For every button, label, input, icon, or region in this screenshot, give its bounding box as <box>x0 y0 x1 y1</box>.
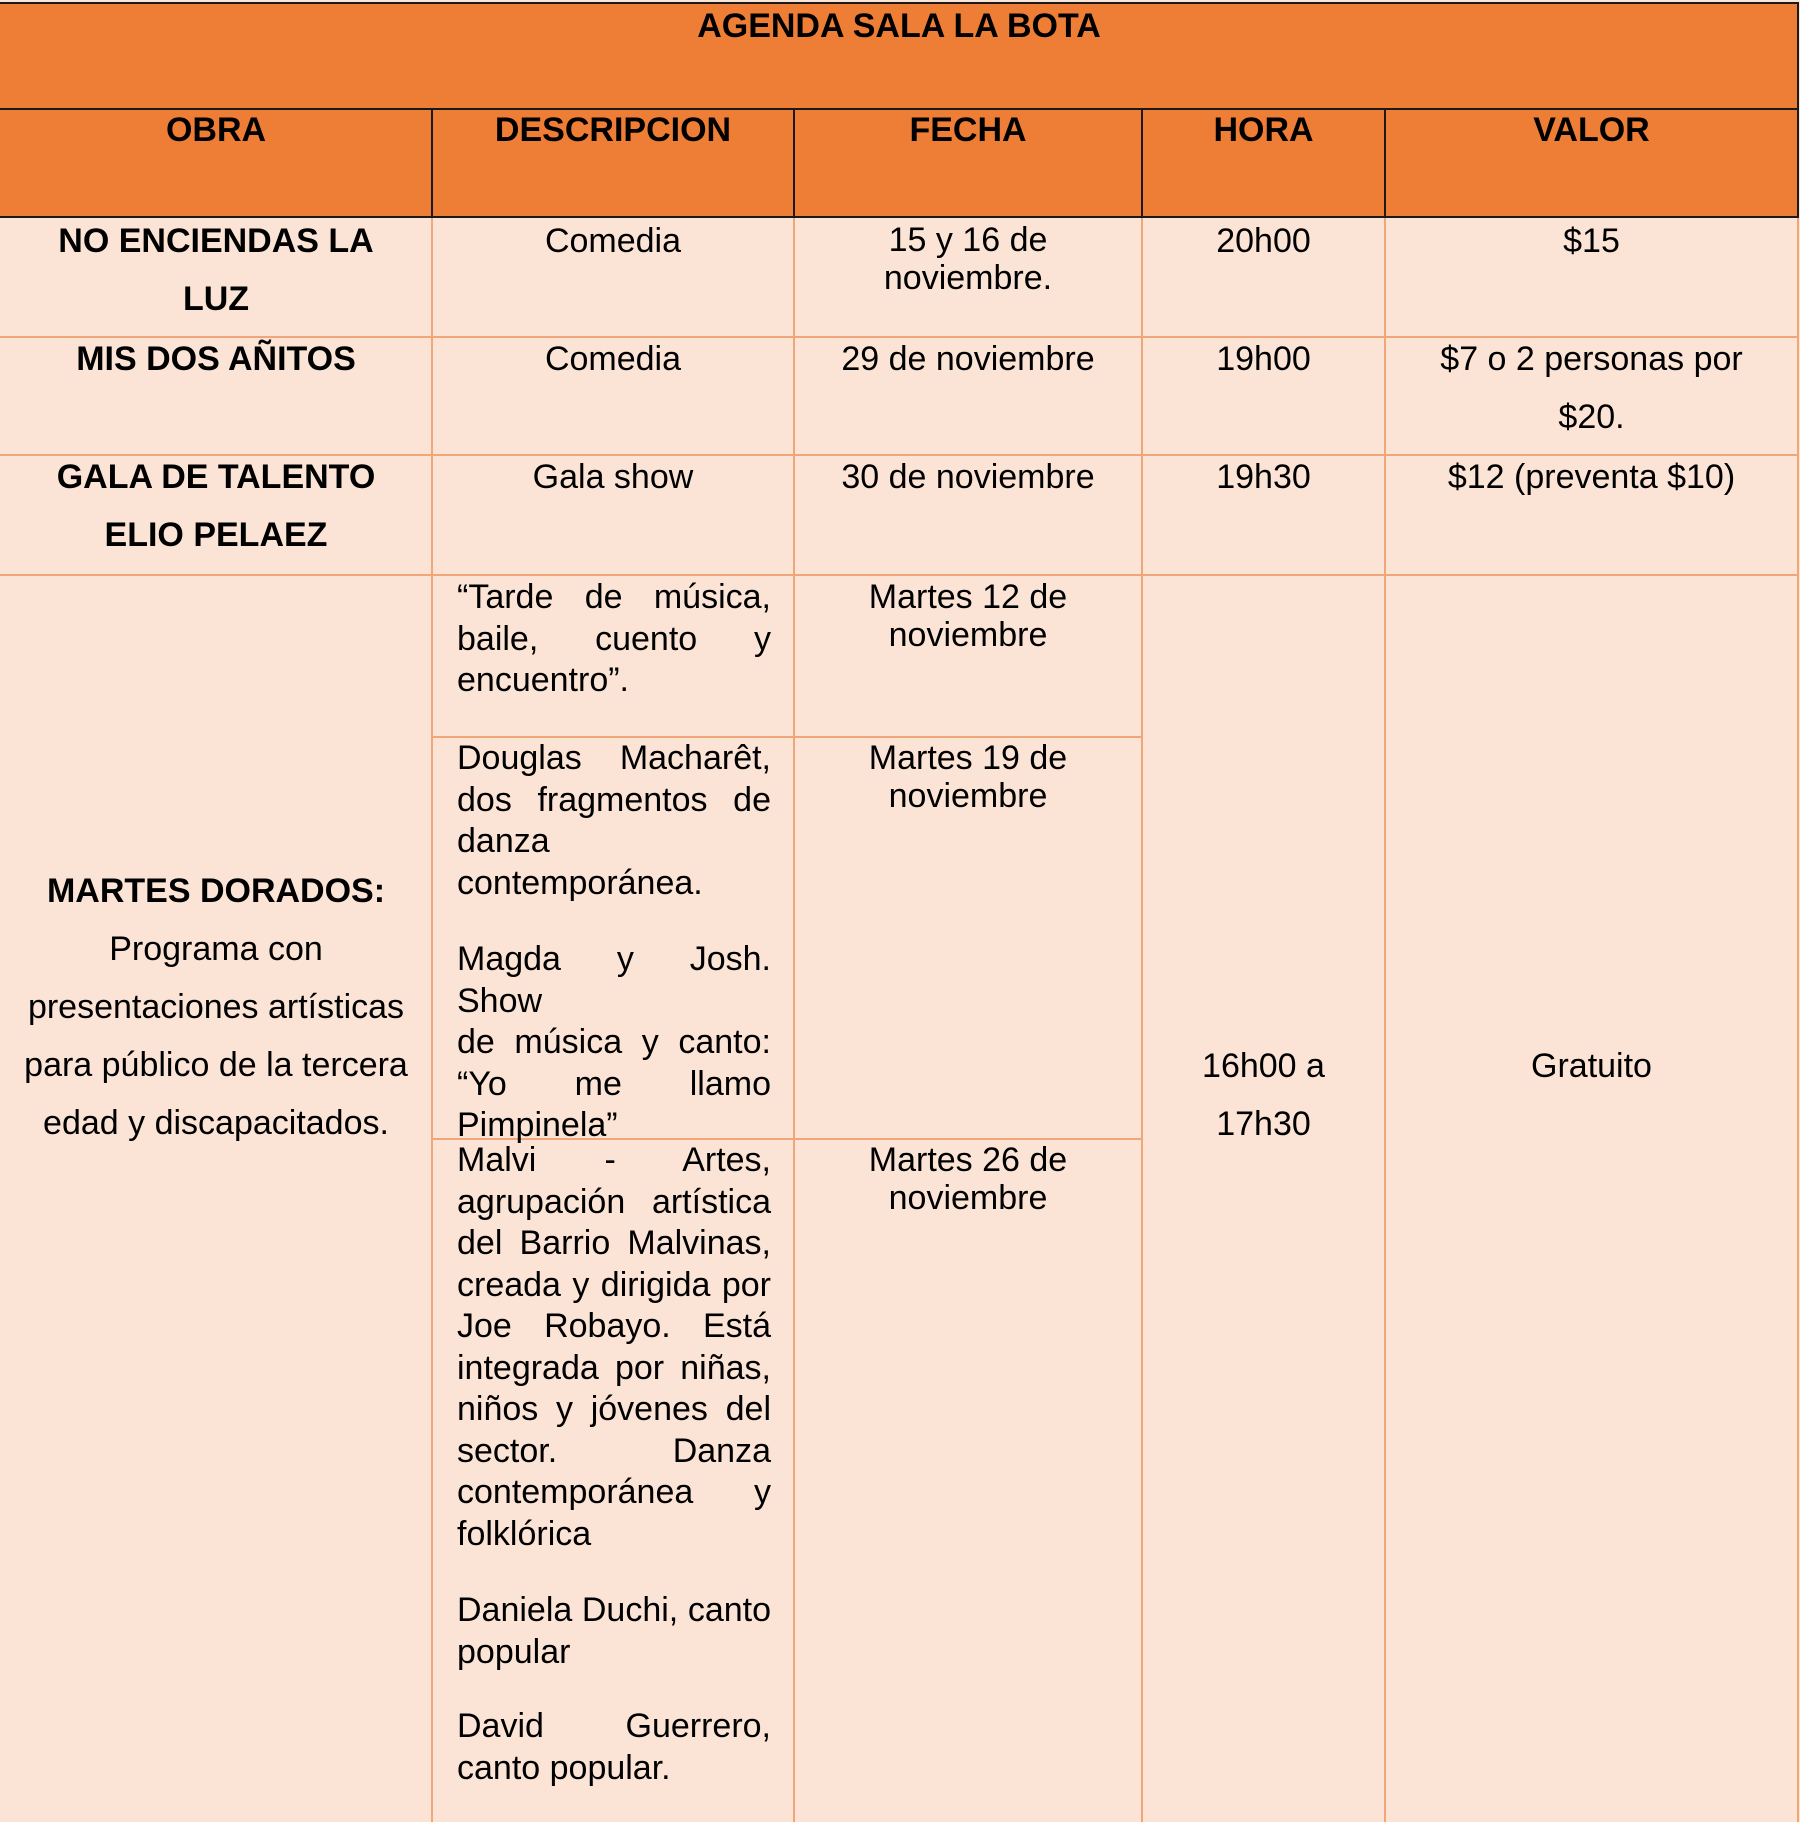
row-3-obra-line-2: ELIO PELAEZ <box>104 516 328 554</box>
martes-desc-2-line-2: dos fragmentos de <box>457 780 771 819</box>
martes-obra-title: MARTES DORADOS: <box>46 872 386 910</box>
martes-obra-line-3: para público de la tercera <box>24 1046 408 1084</box>
martes-fecha-2-line-1: Martes 19 de <box>868 739 1068 777</box>
divider-4-header <box>1384 108 1386 218</box>
martes-desc-3-line-4: Pimpinela” <box>457 1106 618 1144</box>
row-3-hora: 19h30 <box>1216 458 1311 496</box>
border-top <box>0 2 1799 4</box>
header-hora: HORA <box>1213 111 1314 149</box>
row-2-valor <box>1385 330 1798 446</box>
martes-desc-3-line-1: Magda y Josh. Show <box>457 940 771 1020</box>
row-1-hora: 20h00 <box>1216 222 1311 260</box>
martes-desc-4 <box>457 1140 771 1555</box>
martes-desc-6-line-2: canto popular. <box>457 1748 671 1787</box>
row-divider-3 <box>0 574 1799 576</box>
row-2-hora: 19h00 <box>1216 340 1311 378</box>
row-2-descripcion: Comedia <box>544 340 682 378</box>
martes-desc-4-line-4: creada y dirigida por <box>457 1265 771 1304</box>
row-3-fecha: 30 de noviembre <box>841 458 1095 496</box>
row-2-obra: MIS DOS AÑITOS <box>76 340 356 378</box>
martes-desc-4-line-2: agrupación artística <box>457 1182 771 1221</box>
martes-fecha-2-line-2: noviembre <box>888 777 1048 815</box>
martes-valor: Gratuito <box>1531 1047 1652 1085</box>
martes-desc-4-line-5: Joe Robayo. Está <box>457 1307 771 1345</box>
martes-desc-1-line-1: “Tarde de música, <box>457 578 771 616</box>
martes-desc-1 <box>457 577 771 702</box>
martes-obra <box>0 862 432 1152</box>
martes-hora-line-1: 16h00 a <box>1202 1047 1325 1085</box>
martes-fecha-1-line-1: Martes 12 de <box>868 578 1068 616</box>
martes-desc-3-line-2: de música y canto: <box>457 1023 771 1061</box>
row-3-descripcion: Gala show <box>532 458 694 496</box>
header-obra: OBRA <box>165 111 267 149</box>
row-1-descripcion: Comedia <box>544 222 682 260</box>
martes-desc-4-line-10: folklórica <box>457 1514 592 1553</box>
martes-desc-5-line-2: popular <box>457 1632 571 1671</box>
martes-desc-2 <box>457 738 771 904</box>
martes-hora-line-2: 17h30 <box>1216 1105 1311 1143</box>
border-title-bottom <box>0 108 1799 110</box>
martes-desc-3 <box>457 939 771 1147</box>
martes-desc-4-line-9: contemporánea y <box>457 1473 771 1511</box>
header-descripcion: DESCRIPCION <box>494 111 732 149</box>
divider-3-header <box>1141 108 1143 218</box>
row-1-valor: $15 <box>1563 222 1620 260</box>
row-2-valor-line-2: $20. <box>1558 398 1625 436</box>
row-3-obra <box>0 448 432 564</box>
row-2-fecha: 29 de noviembre <box>841 340 1095 378</box>
martes-desc-1-line-2: baile, cuento y <box>457 619 771 658</box>
martes-hora <box>1142 1037 1385 1153</box>
border-right-header <box>1797 2 1799 218</box>
martes-desc-4-line-7: niños y jóvenes del <box>457 1390 771 1428</box>
martes-fecha-2 <box>794 739 1142 815</box>
martes-fecha-3 <box>794 1141 1142 1217</box>
row-1-obra-line-1: NO ENCIENDAS LA <box>58 222 374 260</box>
row-1-fecha-line-1: 15 y 16 de <box>888 221 1048 259</box>
martes-desc-3-line-3: “Yo me llamo <box>457 1064 771 1103</box>
martes-desc-6 <box>457 1706 771 1789</box>
martes-desc-1-line-3: encuentro”. <box>457 661 629 699</box>
header-fecha: FECHA <box>909 111 1027 149</box>
martes-desc-2-line-1: Douglas Macharêt, <box>457 739 771 777</box>
table-title: AGENDA SALA LA BOTA <box>697 7 1101 45</box>
row-3-valor: $12 (preventa $10) <box>1447 458 1736 496</box>
divider-1-header <box>431 108 433 218</box>
martes-desc-6-line-1: David Guerrero, <box>457 1707 771 1745</box>
martes-fecha-3-line-1: Martes 26 de <box>868 1141 1068 1179</box>
martes-desc-2-line-3: danza <box>457 822 550 860</box>
martes-desc-4-line-3: del Barrio Malvinas, <box>457 1224 771 1262</box>
martes-obra-line-2: presentaciones artísticas <box>27 988 405 1026</box>
martes-obra-line-4: edad y discapacitados. <box>43 1104 389 1142</box>
martes-fecha-1 <box>794 578 1142 654</box>
divider-2-header <box>793 108 795 218</box>
header-valor: VALOR <box>1533 111 1650 149</box>
martes-desc-4-line-1: Malvi - Artes, <box>457 1141 771 1179</box>
martes-desc-4-line-8: sector. Danza <box>457 1431 771 1470</box>
row-1-fecha-line-2: noviembre. <box>883 259 1053 297</box>
martes-desc-5 <box>457 1590 771 1673</box>
martes-fecha-3-line-2: noviembre <box>888 1179 1048 1217</box>
row-1-obra-line-2: LUZ <box>182 280 250 318</box>
martes-fecha-1-line-2: noviembre <box>888 616 1048 654</box>
martes-desc-2-line-4: contemporánea. <box>457 863 703 902</box>
row-3-obra-line-1: GALA DE TALENTO <box>56 458 376 496</box>
row-2-valor-line-1: $7 o 2 personas por <box>1440 340 1743 378</box>
row-1-obra <box>0 212 432 328</box>
martes-desc-4-line-6: integrada por niñas, <box>457 1348 771 1387</box>
row-1-fecha <box>794 221 1142 297</box>
martes-obra-line-1: Programa con <box>109 930 323 968</box>
martes-desc-5-line-1: Daniela Duchi, canto <box>457 1591 771 1629</box>
